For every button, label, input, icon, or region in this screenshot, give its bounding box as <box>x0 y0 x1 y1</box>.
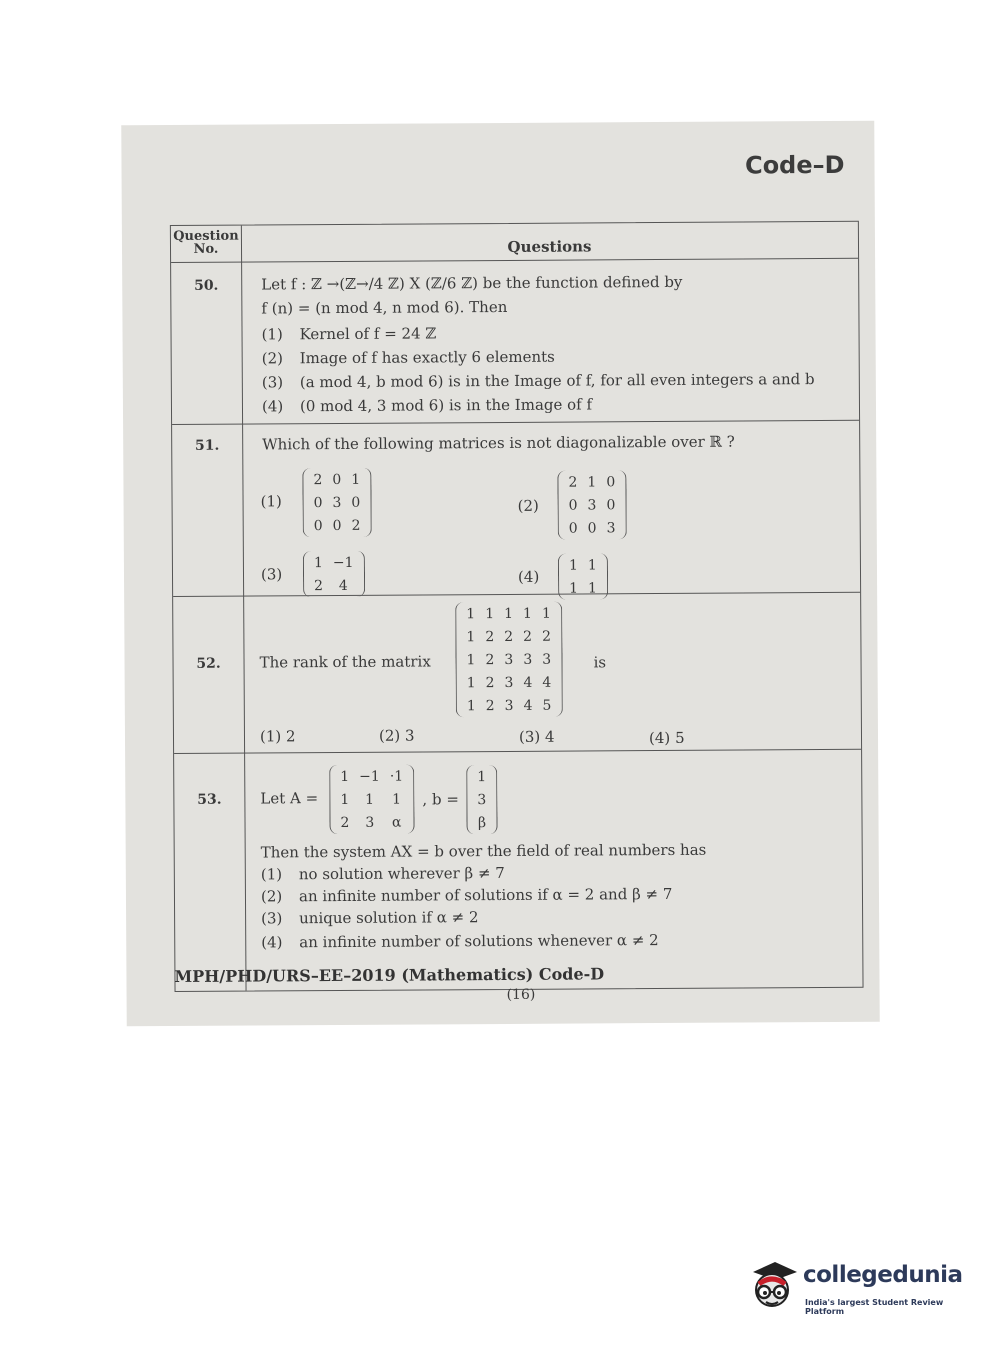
matrix-entry: 0 <box>568 520 578 537</box>
matrix-entry: 1 <box>466 605 476 622</box>
matrix-entry: −1 <box>332 554 354 571</box>
matrix-entry: 1 <box>587 473 597 490</box>
matrix-entry: 2 <box>485 697 495 714</box>
matrix-entry: 1 <box>351 471 361 488</box>
q51-matrix-2 <box>557 470 626 539</box>
q51-matrix-1 <box>302 468 371 537</box>
matrix-entry: 0 <box>313 494 323 511</box>
matrix-entry: 1 <box>485 605 495 622</box>
matrix-entry: β <box>477 814 487 831</box>
matrix-entry: 2 <box>542 628 552 645</box>
matrix-entry: 0 <box>606 496 616 513</box>
matrix-entry: 0 <box>351 494 361 511</box>
matrix-entry: 0 <box>313 517 323 534</box>
question-number-52: 52. <box>196 655 221 672</box>
matrix-row <box>461 648 556 672</box>
matrix-entry: 1 <box>466 628 476 645</box>
matrix-entry: 4 <box>542 674 552 691</box>
row-divider-50 <box>172 420 859 425</box>
matrix-entry: ·1 <box>389 768 404 785</box>
matrix-row <box>309 574 359 597</box>
column-divider <box>241 226 247 991</box>
matrix-entry: 2 <box>313 471 323 488</box>
matrix-row <box>564 516 621 539</box>
matrix-entry: 1 <box>587 556 597 573</box>
matrix-entry: 0 <box>332 517 342 534</box>
matrix-entry: −1 <box>359 768 380 785</box>
row-divider-52 <box>174 749 861 754</box>
q53-vector-b <box>466 765 497 834</box>
matrix-entry: 1 <box>392 791 402 808</box>
matrix-entry: 1 <box>568 557 578 574</box>
q51-text: Which of the following matrices is not diagonalizable over ℝ ? <box>262 432 735 454</box>
matrix-row <box>461 602 556 626</box>
row-divider-51 <box>173 592 860 597</box>
matrix-row <box>472 788 491 811</box>
q52-text: The rank of the matrix <box>259 652 431 672</box>
matrix-entry: 2 <box>523 628 533 645</box>
matrix-row <box>308 491 365 514</box>
matrix-row <box>462 671 557 695</box>
matrix-entry: 3 <box>504 674 514 691</box>
matrix-entry: 4 <box>523 674 533 691</box>
matrix-entry: 1 <box>313 554 323 571</box>
logo-tagline: India's largest Student Review Platform <box>805 1298 944 1316</box>
mascot-icon <box>745 1258 800 1318</box>
logo-name: collegedunia <box>803 1262 963 1288</box>
matrix-entry: 3 <box>606 519 616 536</box>
matrix-entry: 3 <box>332 494 342 511</box>
q52-option-2: (2) 3 <box>378 726 415 745</box>
exam-page-photo <box>121 121 879 1027</box>
q52-option-1: (1) 2 <box>259 727 296 746</box>
matrix-entry: 2 <box>485 674 495 691</box>
matrix-entry: 1 <box>541 605 551 622</box>
matrix-entry: 2 <box>340 814 350 831</box>
matrix-row <box>563 470 620 493</box>
matrix-row <box>564 576 602 599</box>
q51-label-1: (1) <box>260 492 282 511</box>
matrix-entry: 0 <box>332 471 342 488</box>
matrix-entry: 1 <box>340 791 350 808</box>
matrix-entry: 0 <box>587 519 597 536</box>
matrix-entry: 4 <box>338 577 348 594</box>
matrix-entry: 1 <box>587 579 597 596</box>
code-label: Code–D <box>744 150 845 180</box>
q50-option-2: (2) Image of f has exactly 6 elements <box>261 347 555 368</box>
collegedunia-logo[interactable] <box>745 1258 975 1318</box>
q50-option-1: (1) Kernel of f = 24 ℤ <box>261 324 437 344</box>
q50-option-3: (3) (a mod 4, b mod 6) is in the Image of f, for all even integers a and b <box>261 370 815 392</box>
matrix-entry: 1 <box>477 768 487 785</box>
matrix-entry: 2 <box>351 517 361 534</box>
matrix-entry: 1 <box>569 580 579 597</box>
q53-matrix-a <box>329 765 414 835</box>
matrix-entry: 3 <box>504 697 514 714</box>
q53-let-a: Let A = <box>260 789 319 808</box>
matrix-entry: 3 <box>365 814 375 831</box>
matrix-row <box>461 625 556 649</box>
matrix-entry: 3 <box>477 791 487 808</box>
question-no-header: Question No. <box>173 228 239 257</box>
matrix-entry: 1 <box>365 791 375 808</box>
matrix-row <box>309 514 366 537</box>
q51-label-3: (3) <box>260 565 283 584</box>
matrix-row <box>564 553 602 576</box>
matrix-entry: 2 <box>504 628 514 645</box>
q52-matrix <box>455 602 562 718</box>
matrix-entry: 5 <box>542 697 552 714</box>
matrix-entry: 0 <box>606 473 616 490</box>
matrix-row <box>308 468 365 491</box>
matrix-entry: 1 <box>466 674 476 691</box>
q51-matrix-4 <box>558 553 608 599</box>
matrix-row <box>335 811 408 834</box>
matrix-row <box>462 694 557 718</box>
questions-header: Questions <box>507 237 592 256</box>
q53-text: Then the system AX = b over the field of real numbers has <box>260 840 707 862</box>
q53-option-3: (3) unique solution if α ≠ 2 <box>261 908 479 928</box>
q52-option-3: (3) 4 <box>518 727 555 746</box>
matrix-entry: 1 <box>466 697 476 714</box>
matrix-row <box>335 765 408 788</box>
q51-matrix-3 <box>303 551 365 597</box>
q51-label-2: (2) <box>517 496 539 515</box>
matrix-row <box>309 551 359 574</box>
matrix-entry: 1 <box>466 651 476 668</box>
page-number: (16) <box>506 986 536 1003</box>
matrix-entry: 0 <box>568 497 578 514</box>
q50-line2: f (n) = (n mod 4, n mod 6). Then <box>261 297 508 318</box>
question-number-50: 50. <box>194 277 219 294</box>
q53-option-4: (4) an infinite number of solutions whenever α ≠ 2 <box>261 931 659 952</box>
question-table <box>170 221 864 992</box>
matrix-entry: 1 <box>504 605 514 622</box>
matrix-entry: 2 <box>314 577 324 594</box>
matrix-entry: 2 <box>568 474 578 491</box>
matrix-row <box>335 788 408 811</box>
matrix-row <box>564 493 621 516</box>
matrix-entry: 3 <box>523 651 533 668</box>
question-number-53: 53. <box>197 791 222 808</box>
matrix-entry: α <box>391 814 402 831</box>
matrix-entry: 1 <box>340 768 350 785</box>
matrix-entry: 3 <box>587 496 597 513</box>
matrix-entry: 2 <box>485 628 495 645</box>
matrix-row <box>472 765 491 788</box>
q50-option-4: (4) (0 mod 4, 3 mod 6) is in the Image of f <box>261 395 593 416</box>
matrix-entry: 1 <box>522 605 532 622</box>
q53-b-eq: , b = <box>422 790 459 809</box>
matrix-entry: 4 <box>523 697 533 714</box>
q52-option-4: (4) 5 <box>648 728 685 748</box>
q53-option-2: (2) an infinite number of solutions if α = 2 and β ≠ 7 <box>260 884 673 906</box>
header-divider <box>171 258 858 263</box>
matrix-entry: 2 <box>485 651 495 668</box>
footer-title: MPH/PHD/URS–EE–2019 (Mathematics) Code-D <box>174 964 605 986</box>
question-number-51: 51. <box>194 437 220 454</box>
matrix-entry: 3 <box>504 651 514 668</box>
q52-suffix: is <box>593 653 607 672</box>
matrix-entry: 3 <box>542 651 552 668</box>
q51-label-4: (4) <box>517 567 540 586</box>
q50-line1: Let f : ℤ →(ℤ→/4 ℤ) X (ℤ/6 ℤ) be the function defined by <box>261 272 683 294</box>
matrix-row <box>472 811 491 834</box>
q53-option-1: (1) no solution wherever β ≠ 7 <box>260 863 505 884</box>
